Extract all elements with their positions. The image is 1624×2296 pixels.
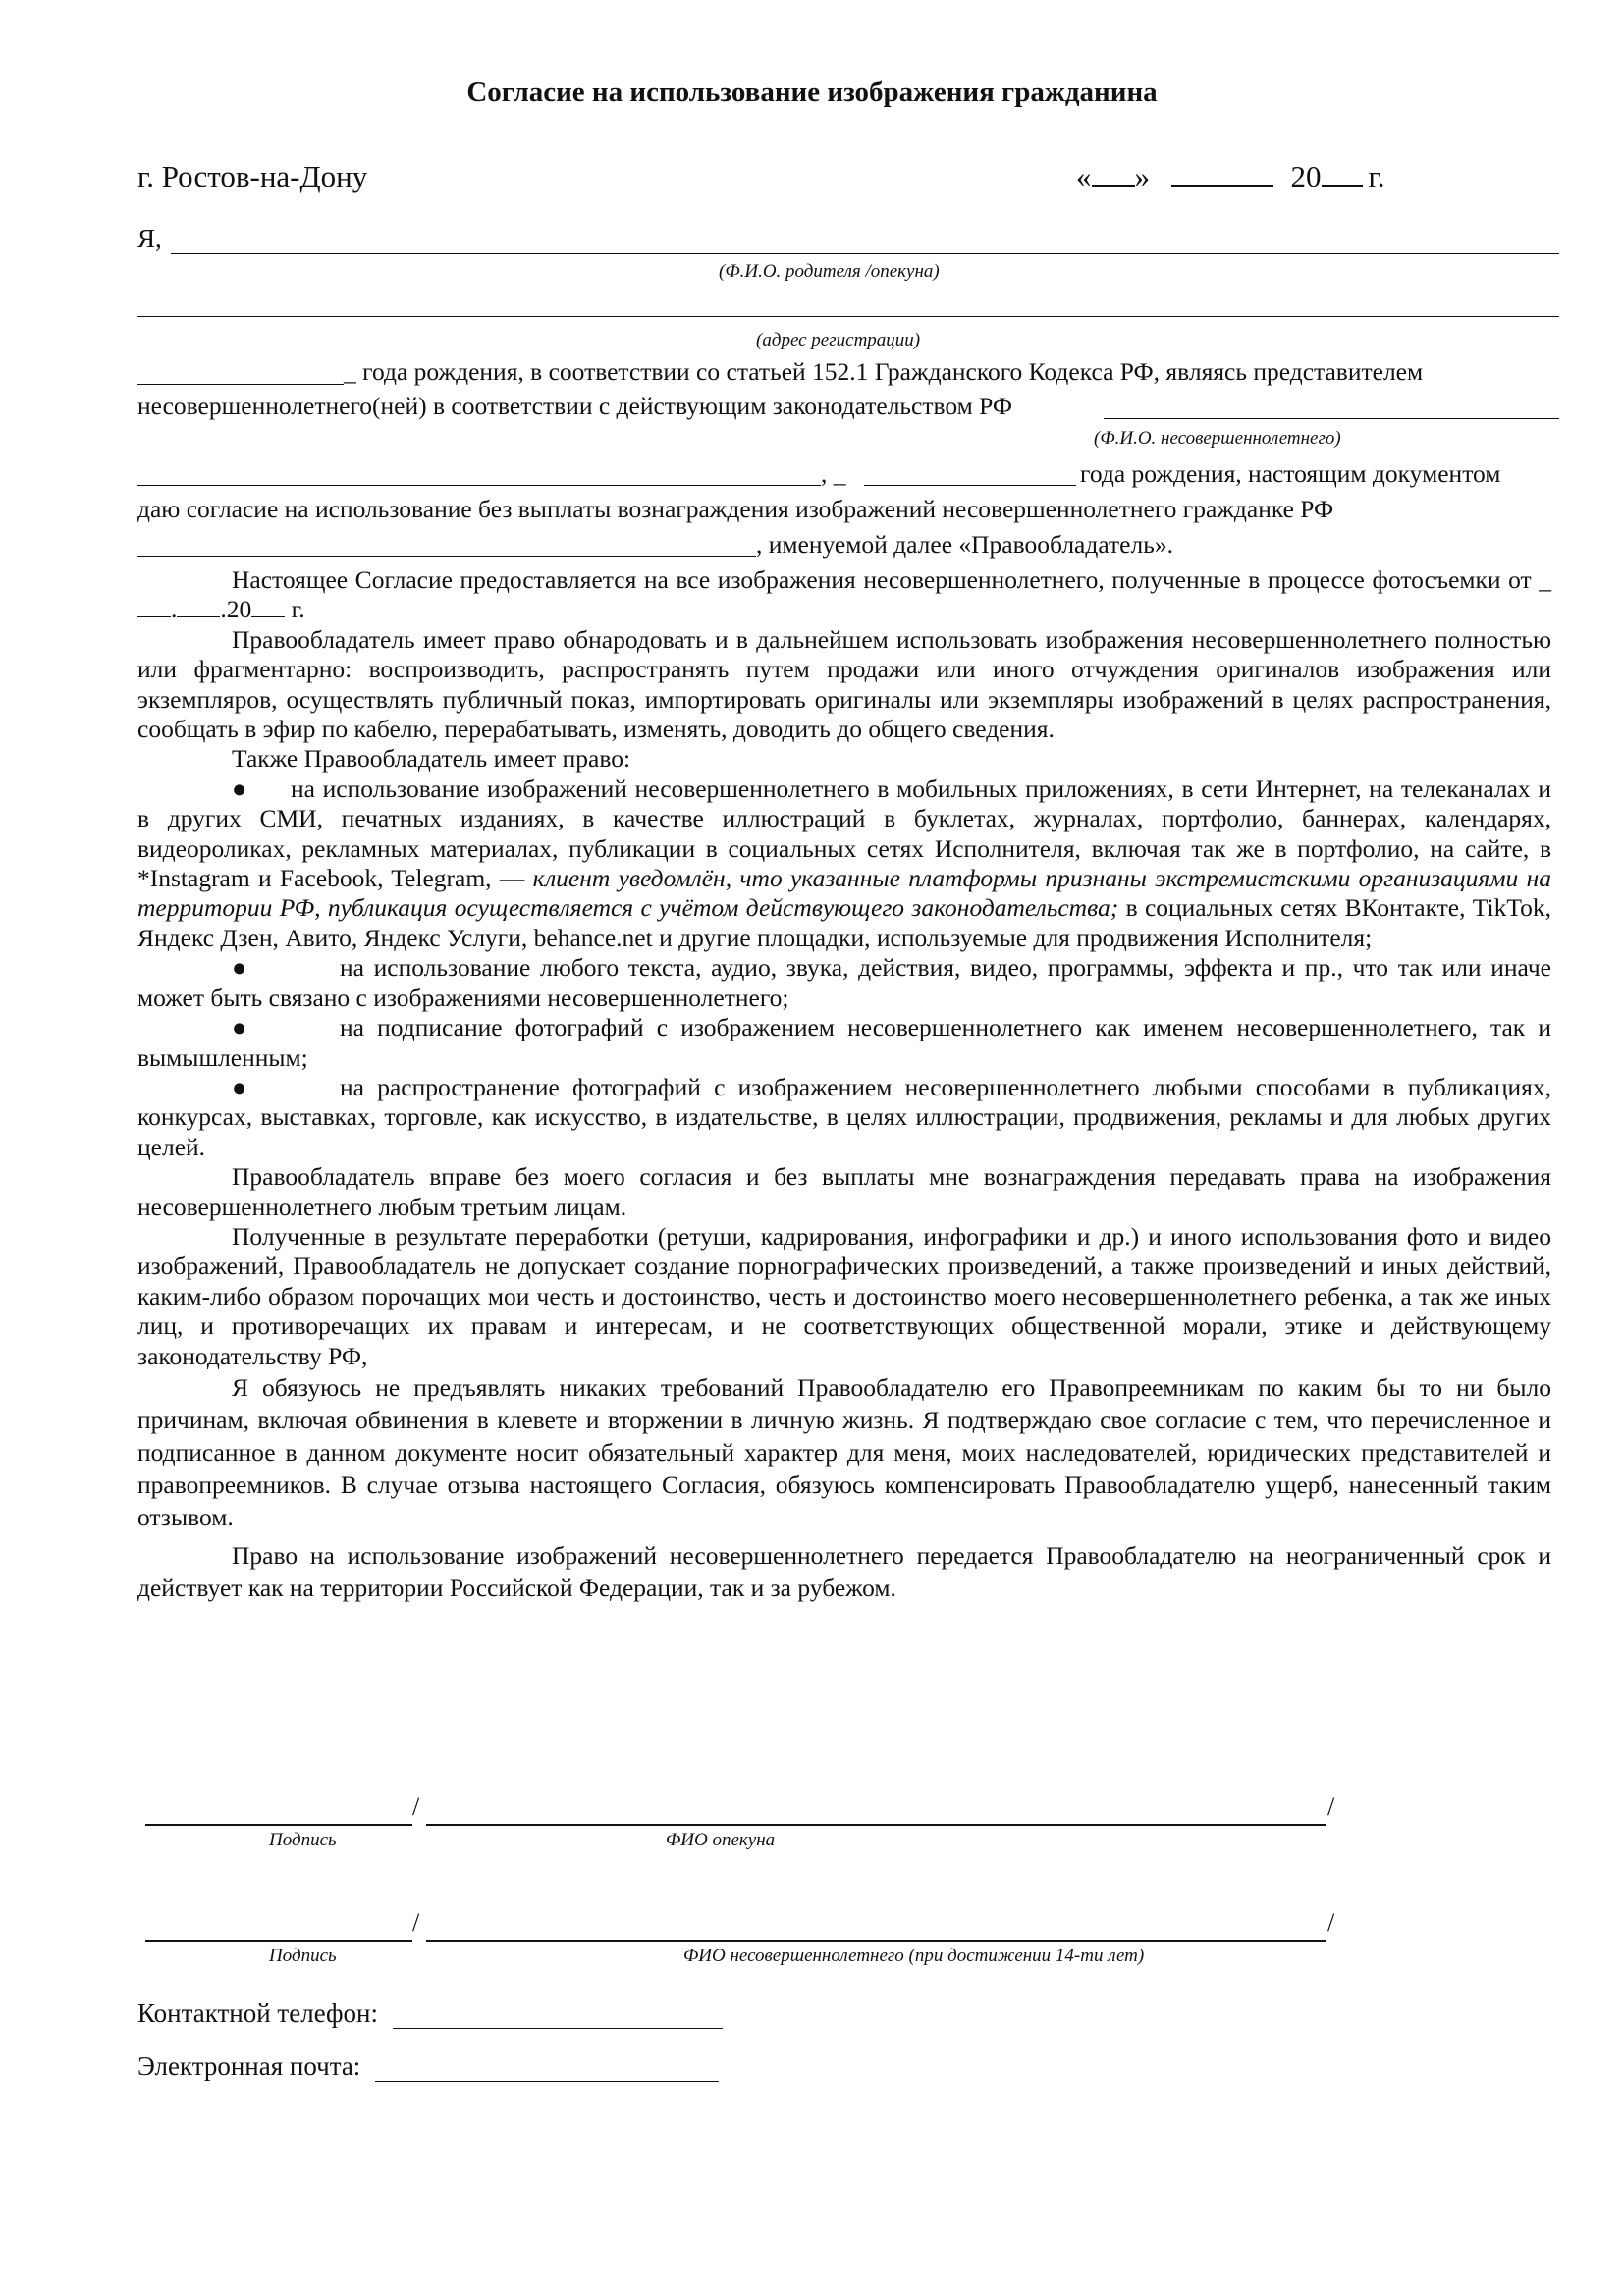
signature-1-caption: Подпись [269,1830,337,1850]
intro-line-4: даю согласие на использование без выплаты вознаграждения изображений несовершеннолетнего гражданке РФ [137,495,1334,523]
intro-line-2: несовершеннолетнего(ней) в соответствии с действующим законодательством РФ [137,392,1013,420]
rightholder-name-blank[interactable] [137,556,756,557]
session-day-blank[interactable] [137,616,171,617]
signature-1-blank[interactable] [145,1824,412,1826]
paragraph-transfer: Правообладатель вправе без моего согласия и без выплаты мне вознаграждения передавать права на изображения несовершеннолетнего любым третьим лицам. [137,1162,1551,1221]
bullet-icon: ● [232,1013,247,1042]
body-text [137,565,1551,1604]
paragraph-term: Право на использование изображений несовершеннолетнего передается Правообладателю на неограниченный срок и действует как на территории Российской Федерации, так и за рубежом. [137,1540,1551,1602]
date-month-blank[interactable] [1171,185,1273,187]
birth-date-blank[interactable] [137,384,344,385]
intro-line-3-tail: года рождения, настоящим документом [1080,459,1501,488]
date-open-quote: « [1076,159,1092,193]
parent-name-caption: (Ф.И.О. родителя /опекуна) [719,261,940,282]
p1-year-prefix: .20 [220,595,252,624]
bullet-icon: ● [232,953,247,983]
date-field [1076,159,1384,194]
date-year-blank[interactable] [1322,185,1363,187]
bullet-item-2: ● на использование любого текста, аудио, звука, действия, видео, программы, эффекта и пр., что так или иначе может быть связано с изображениями несовершеннолетнего; [137,953,1551,1012]
city: г. Ростов-на-Дону [137,159,368,193]
email-blank[interactable] [375,2081,719,2082]
paragraph-photo-session [137,565,1551,625]
intro-line-5: , именуемой далее «Правообладатель». [756,530,1173,559]
phone-blank[interactable] [393,2028,723,2029]
paragraph-restrictions: Полученные в результате переработки (ретуши, кадрирования, инфографики и др.) и иного использования фото и видео изображений, Правообладатель не допускает создание порнографических произведений, а также произведений и иных действий, каким-либо образом порочащих мои честь и достоинство, честь и достоинство моего несовершеннолетнего ребенка, а так же иных лиц, и противоречащих их правам и интересам, и не соответствующих общественной морали, этике и действующему законодательству РФ, [137,1221,1551,1370]
p1-year-suffix: г. [285,595,305,624]
intro-line-3-sep: , _ [821,459,846,488]
minor-fio-caption: ФИО несовершеннолетнего (при достижении 14-ти лет) [683,1946,1145,1966]
date-year-prefix: 20 [1290,159,1322,193]
date-day-blank[interactable] [1092,185,1135,187]
parent-name-blank[interactable] [171,253,1559,254]
signature-2-slash-end: / [1327,1908,1335,1937]
minor-birth-blank[interactable] [864,485,1076,486]
p1-text: Настоящее Согласие предоставляется на все изображения несовершеннолетнего, полученные в процессе фотосъемки от _ [232,565,1551,594]
paragraph-rights: Правообладатель имеет право обнародовать и в дальнейшем использовать изображения несовершеннолетнего полностью или фрагментарно: воспроизводить, распространять путем продажи или иного отчуждения оригиналов изображения или экземпляров, осуществлять публичный показ, импортировать оригиналы или экземпляры изображений в целях распространения, сообщать в эфир по кабелю, перерабатывать, изменять, доводить до общего сведения. [137,624,1551,744]
guardian-fio-caption: ФИО опекуна [666,1830,776,1850]
session-year-blank[interactable] [251,616,285,617]
email-label: Электронная почта: [137,2052,361,2081]
bullet-icon: ● [232,774,247,803]
bullet-item-3: ● на подписание фотографий с изображением несовершеннолетнего как именем несовершеннолетнего, так и вымышленным; [137,1013,1551,1072]
signature-2-caption: Подпись [269,1946,337,1966]
intro-line-1: _ года рождения, в соответствии со статьей 152.1 Гражданского Кодекса РФ, являясь представителем [344,357,1424,386]
signature-1-slash-end: / [1327,1792,1335,1821]
session-month-blank[interactable] [177,616,220,617]
minor-name-caption: (Ф.И.О. несовершеннолетнего) [1094,428,1341,449]
bullet-icon: ● [232,1072,247,1101]
date-close-quote: » [1134,159,1150,193]
minor-name-blank[interactable] [1104,418,1559,419]
signature-1-slash: / [412,1792,420,1821]
bullet-item-4: ● на распространение фотографий с изображением несовершеннолетнего любыми способами в публикациях, конкурсах, выставках, торговле, как искусство, в издательстве, в целях иллюстрации, продвижения, рекламы и для любых других целей. [137,1072,1551,1161]
signature-2-slash: / [412,1908,420,1937]
address-caption: (адрес регистрации) [756,330,921,350]
bullet-item-1: ● на использование изображений несовершеннолетнего в мобильных приложениях, в сети Интернет, на телеканалах и в других СМИ, печатных изданиях, в качестве иллюстраций в буклетах, журналах, портфолио, баннерах, календарях, видеороликах, рекламных материалах, публикации в социальных сетях Исполнителя, включая так же в портфолио, на сайте, в *Instagram и Facebook, Telegram, — клиент уведомлён, что указанные платформы признаны экстремистскими организациями на территории РФ, публикация осуществляется с учётом действующего законодательства; в социальных сетях ВКонтакте, TikTok, Яндекс Дзен, Авито, Яндекс Услуги, behance.net и другие площадки, используемые для продвижения Исполнителя; [137,774,1551,952]
guardian-fio-blank[interactable] [426,1824,1326,1826]
date-year-suffix: г. [1368,159,1385,193]
p1-dot: . [171,595,178,624]
phone-label: Контактной телефон: [137,1999,378,2028]
paragraph-also-rights: Также Правообладатель имеет право: [232,744,631,774]
paragraph-obligations: Я обязуюсь не предъявлять никаких требований Правообладателю его Правопреемникам по каким бы то ни было причинам, включая обвинения в клевете и вторжении в личную жизнь. Я подтверждаю свое согласие с тем, что перечисленное и подписанное в данном документе носит обязательный характер для меня, моих наследователей, юридических представителей и правопреемников. В случае отзыва настоящего Согласия, обязуюсь компенсировать Правообладателю ущерб, нанесенный таким отзывом. [137,1372,1551,1531]
minor-fio-blank[interactable] [426,1940,1326,1942]
minor-name-blank-2[interactable] [137,485,821,486]
address-blank[interactable] [137,316,1559,317]
ya-label: Я, [137,224,162,253]
document-title: Согласие на использование изображения гражданина [466,77,1158,108]
signature-2-blank[interactable] [145,1940,412,1942]
